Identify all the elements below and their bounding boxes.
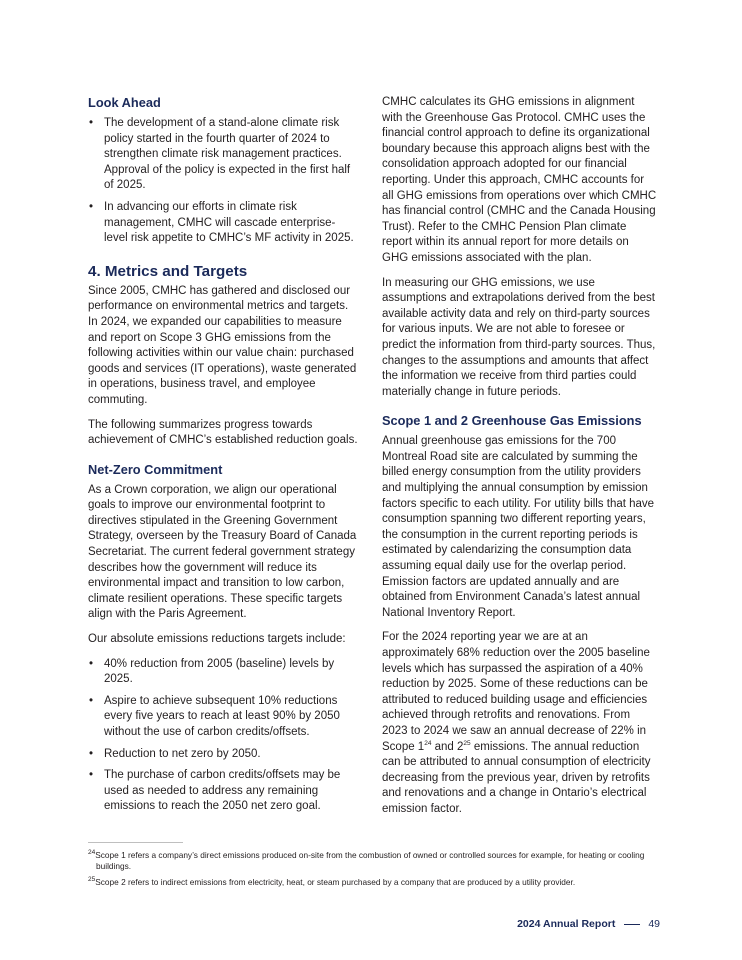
ghg-protocol-paragraph: CMHC calculates its GHG emissions in alignment with the Greenhouse Gas Protocol. CMHC uses the financial control approach to define its organizational boundary because this approach aligns best with the consolidation approach adopted for our financial reporting. Under this approach, CMHC accounts for all GHG emissions from operations over which CMHC has financial control (CMHC and the Canada Housing Trust). Refer to the CMHC Pension Plan climate report within its annual report for more details on GHG emissions associated with the plan. (382, 96, 657, 264)
page-footer (500, 918, 660, 930)
list-item: • Reduction to net zero by 2050. (88, 747, 358, 763)
scope-heading: Scope 1 and 2 Greenhouse Gas Emissions (382, 413, 642, 429)
bullet-icon: • (89, 769, 94, 782)
footnote: $^{24}$Scope 1 refers a company’s direct emissions produced on-site from the combustion of owned or controlled sources for example, for heating or cooling buildings. (88, 849, 645, 871)
look-ahead-list (88, 116, 358, 247)
footnote-ref: 24 (424, 739, 432, 747)
targets-list (88, 657, 358, 815)
metrics-targets-heading: 4. Metrics and Targets (88, 262, 248, 280)
page-number: 49 (648, 918, 660, 930)
annual-emissions-paragraph: Annual greenhouse gas emissions for the 700 Montreal Road site are calculated by summing the billed energy consumption from the utility providers and multiplying the annual consumption by emission factors specific to each utility. For utility bills that have consumption spanning two different reporting years, the consumption in the current reporting periods is estimated by calendarizing the consumption data assuming equal daily use for the overlap period. Emission factors are updated annually and are obtained from Environment Canada’s latest annual National Inventory Report. (382, 435, 655, 619)
footer-divider (624, 924, 640, 925)
footnote-divider (88, 842, 183, 843)
progress-paragraph: The following summarizes progress towards achievement of CMHC’s established reduction goals. (88, 418, 358, 447)
bullet-icon: • (89, 117, 94, 129)
bullet-icon: • (89, 657, 94, 670)
footnote-ref: 25 (463, 739, 471, 747)
net-zero-paragraph: As a Crown corporation, we align our operational goals to improve our environmental footprint to directives stipulated in the Greening Government Strategy, overseen by the Treasury Board of Canada Secretariat. The current federal government strategy describes how the government will reduce its environmental impact and transition to low carbon, climate resilient operations. These specific targets align with the Paris Agreement. (88, 483, 357, 621)
look-ahead-heading: Look Ahead (88, 95, 161, 110)
targets-intro: Our absolute emissions reductions targets include: (88, 633, 346, 646)
bullet-icon: • (89, 747, 94, 760)
right-column (382, 95, 657, 827)
list-item: • The purchase of carbon credits/offsets may be used as needed to address any remaining emissions to reach the 2050 net zero goal. (89, 769, 341, 813)
list-item: • The development of a stand-alone climate risk policy started in the fourth quarter of 2024 to strengthen climate risk management practices. Approval of the policy is expected in the first half of 2025. (89, 117, 351, 192)
bullet-icon: • (89, 200, 94, 213)
report-title: 2024 Annual Report (517, 918, 616, 930)
left-column (88, 95, 358, 824)
footnote: $^{25}$Scope 2 refers to indirect emissions from electricity, heat, or steam purchased by a company that are produced by a utility provider. (88, 875, 576, 887)
assumptions-paragraph: In measuring our GHG emissions, we use assumptions and extrapolations derived from the best available activity data and rely on third-party sources for various inputs. We are not able to foresee or predict the information from third-party sources. Thus, changes to the assumptions and amounts that affect the information we receive from third parties could materially change in future periods. (382, 276, 656, 398)
reduction-paragraph: For the 2024 reporting year we are at an approximately 68% reduction over the 2005 baseline levels which has surpassed the aspiration of a 40% reduction by 2025. Some of these reductions can be attributed to reduced building usage and efficiencies achieved through retrofits and renovations. From 2023 to 2024 we saw an annual decrease of 22% in Scope $1^{24}$ and $2^{25}$ emissions. The annual reduction can be attributed to annual consumption of electricity decreasing from the previous year, driven by retrofits and renovations and a change in Ontario’s electrical emission factor. (382, 631, 651, 815)
list-item: • Aspire to achieve subsequent 10% reductions every five years to reach at least 90% by 2050 without the use of carbon credits/offsets. (89, 694, 340, 738)
bullet-icon: • (89, 694, 94, 707)
list-item: • 40% reduction from 2005 (baseline) levels by 2025. (89, 657, 335, 686)
metrics-paragraph: Since 2005, CMHC has gathered and disclosed our performance on environmental metrics and targets. In 2024, we expanded our capabilities to measure and report on Scope 3 GHG emissions from the following activities within our value chain: purchased goods and services (IT operations), waste generated in operations, business travel, and employee commuting. (88, 284, 357, 406)
net-zero-heading: Net-Zero Commitment (88, 461, 223, 477)
footnotes (88, 850, 660, 892)
list-item: • In advancing our efforts in climate risk management, CMHC will cascade enterprise-level risk appetite to CMHC’s MF activity in 2025. (89, 200, 354, 245)
